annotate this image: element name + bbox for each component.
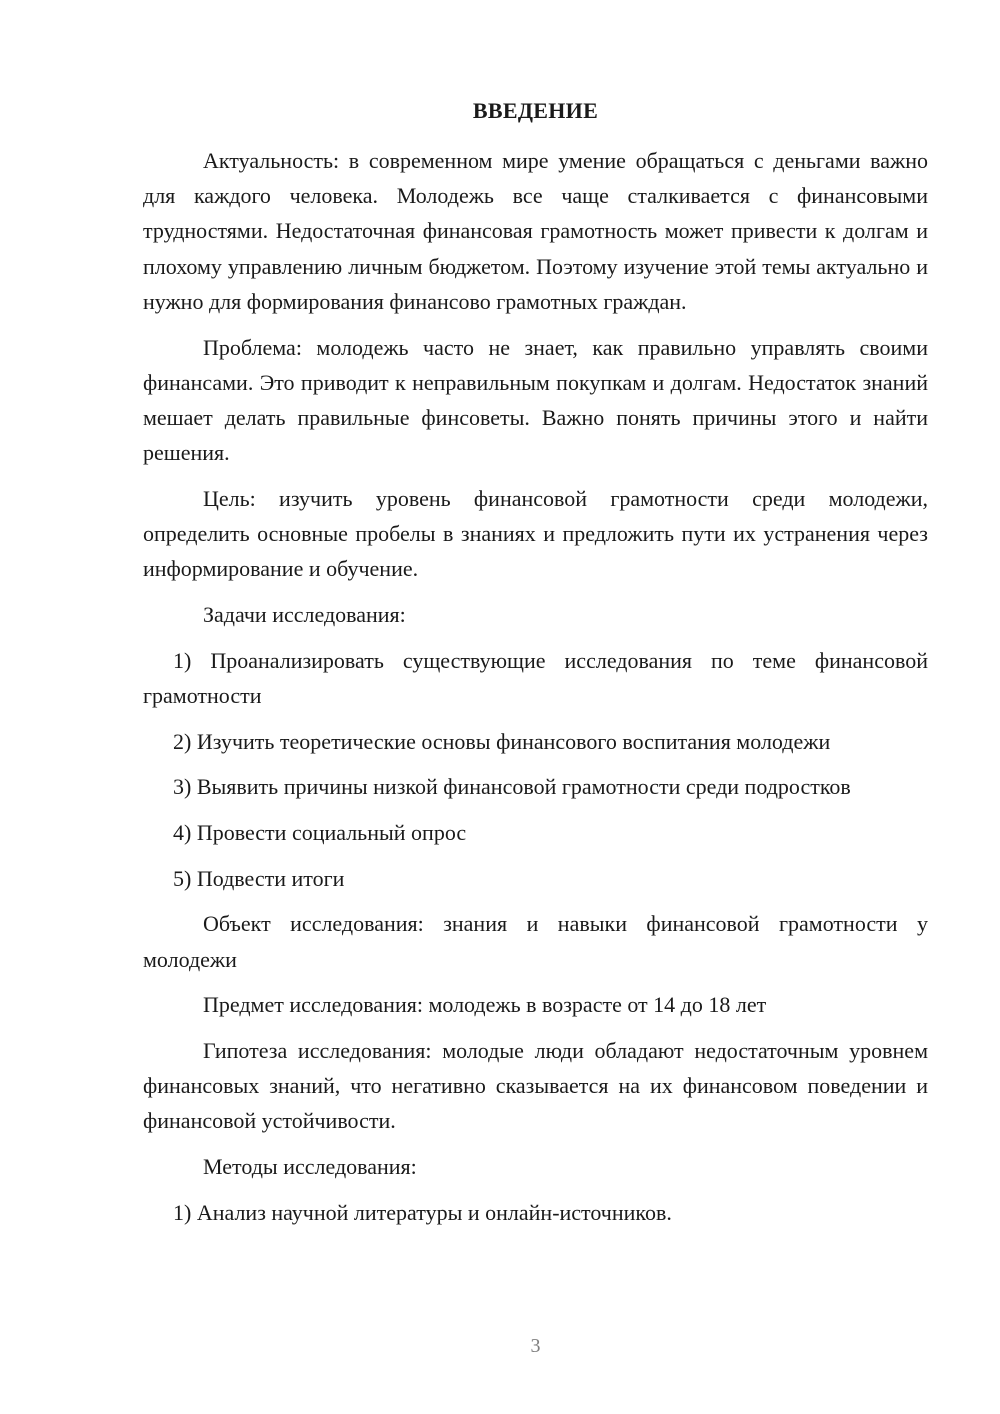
goal-paragraph: Цель: изучить уровень финансовой грамотности среди молодежи, определить основные пробелы в знаниях и предложить пути их устранения через информирование и обучение. <box>143 485 928 582</box>
task-item: 3) Выявить причины низкой финансовой грамотности среди подростков <box>173 774 851 800</box>
task-item: 1) Проанализировать существующие исследования по теме финансовой грамотности <box>143 647 928 708</box>
object-paragraph: Объект исследования: знания и навыки финансовой грамотности у молодежи <box>143 911 928 972</box>
relevance-paragraph: Актуальность: в современном мире умение обращаться с деньгами важно для каждого человека. Молодежь все чаще сталкивается с финансовыми трудностями. Недостаточная финансовая грамотность может привести к долгам и плохому управлению личным бюджетом. Поэтому изучение этой темы актуально и нужно для формирования финансово грамотных граждан. <box>143 148 928 314</box>
body-text <box>143 143 928 1240</box>
problem-paragraph: Проблема: молодежь часто не знает, как правильно управлять своими финансами. Это приводит к неправильным покупкам и долгам. Недостаток знаний мешает делать правильные финсоветы. Важно понять причины этого и найти решения. <box>143 334 928 466</box>
tasks-heading: Задачи исследования: <box>203 601 406 627</box>
task-item: 4) Провести социальный опрос <box>173 819 467 845</box>
document-page <box>143 0 928 1414</box>
task-item: 5) Подвести итоги <box>173 865 345 891</box>
section-title: ВВЕДЕНИЕ <box>472 98 599 123</box>
page-number: 3 <box>530 1335 541 1357</box>
subject-paragraph: Предмет исследования: молодежь в возрасте от 14 до 18 лет <box>203 992 767 1018</box>
method-item: 1) Анализ научной литературы и онлайн-источников. <box>173 1199 672 1225</box>
task-item: 2) Изучить теоретические основы финансового воспитания молодежи <box>173 728 831 754</box>
hypothesis-paragraph: Гипотеза исследования: молодые люди обладают недостаточным уровнем финансовых знаний, что негативно сказывается на их финансовом поведении и финансовой устойчивости. <box>143 1037 928 1134</box>
methods-heading: Методы исследования: <box>203 1154 417 1180</box>
